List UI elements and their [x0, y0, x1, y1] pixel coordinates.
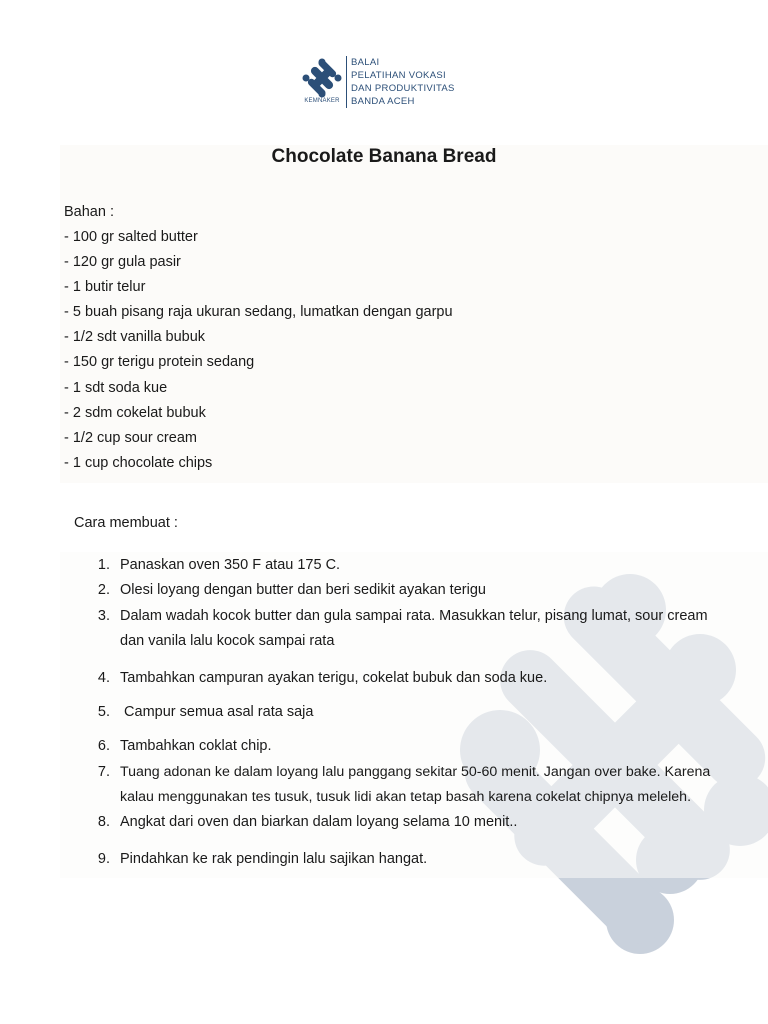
step-number: 1. [97, 557, 110, 573]
step-text [120, 734, 768, 759]
ingredient-item: - 5 buah pisang raja ukuran sedang, lumatkan dengan garpu [64, 304, 453, 321]
ingredient-item: - 100 gr salted butter [64, 229, 198, 245]
step-text [120, 604, 768, 654]
step-number: 4. [97, 670, 110, 686]
ingredient-item: - 1 sdt soda kue [64, 379, 168, 396]
ingredient-item: - 1 cup chocolate chips [64, 454, 213, 471]
step-text [120, 700, 768, 725]
ingredient-item: - 150 gr terigu protein sedang [64, 354, 255, 371]
step-text [120, 760, 768, 810]
step-line: Tuang adonan ke dalam loyang lalu panggang sekitar 50-60 menit. Jangan over bake. Karena [120, 764, 711, 780]
ingredient-item: - 120 gr gula pasir [64, 254, 181, 271]
step-number: 5. [97, 704, 110, 720]
step-text [120, 666, 768, 691]
step-line: Dalam wadah kocok butter dan gula sampai rata. Masukkan telur, pisang lumat, sour cream [120, 608, 708, 624]
recipe-title: Chocolate Banana Bread [271, 146, 497, 167]
ingredient-item: - 1/2 cup sour cream [64, 429, 197, 446]
step-text [120, 578, 768, 603]
ingredients-heading: Bahan : [64, 204, 114, 220]
step-text [120, 810, 768, 835]
steps-heading: Cara membuat : [74, 515, 178, 531]
step-line: Campur semua asal rata saja [120, 704, 314, 720]
ingredients-list [64, 227, 453, 478]
step-line: kalau menggunakan tes tusuk, tusuk lidi akan tetap basah karena cokelat chipnya meleleh. [120, 789, 692, 805]
step-line: Olesi loyang dengan butter dan beri sedikit ayakan terigu [120, 582, 486, 598]
step-line: Tambahkan campuran ayakan terigu, cokelat bubuk dan soda kue. [120, 670, 548, 686]
step-line: Panaskan oven 350 F atau 175 C. [120, 557, 341, 573]
institution-line: BALAI [351, 57, 380, 68]
institution-line: BANDA ACEH [351, 96, 415, 107]
step-line: Angkat dari oven dan biarkan dalam loyang selama 10 menit.. [120, 814, 518, 830]
step-number: 7. [97, 764, 110, 780]
step-text [120, 847, 768, 872]
ingredient-item: - 1 butir telur [64, 279, 146, 296]
step-number: 2. [97, 582, 110, 598]
institution-line: PELATIHAN VOKASI [351, 70, 446, 81]
step-number: 9. [97, 851, 110, 867]
step-line: Tambahkan coklat chip. [120, 738, 272, 754]
ingredient-item: - 2 sdm cokelat bubuk [64, 404, 206, 421]
ingredient-item: - 1/2 sdt vanilla bubuk [64, 329, 206, 346]
step-line: dan vanila lalu kocok sampai rata [120, 633, 335, 649]
step-line: Pindahkan ke rak pendingin lalu sajikan hangat. [120, 851, 428, 867]
step-number: 3. [97, 608, 110, 624]
step-number: 6. [97, 738, 110, 754]
logo-caption: KEMNAKER [304, 98, 340, 104]
step-text [120, 553, 768, 578]
institution-line: DAN PRODUKTIVITAS [351, 83, 455, 94]
step-number: 8. [97, 814, 110, 830]
